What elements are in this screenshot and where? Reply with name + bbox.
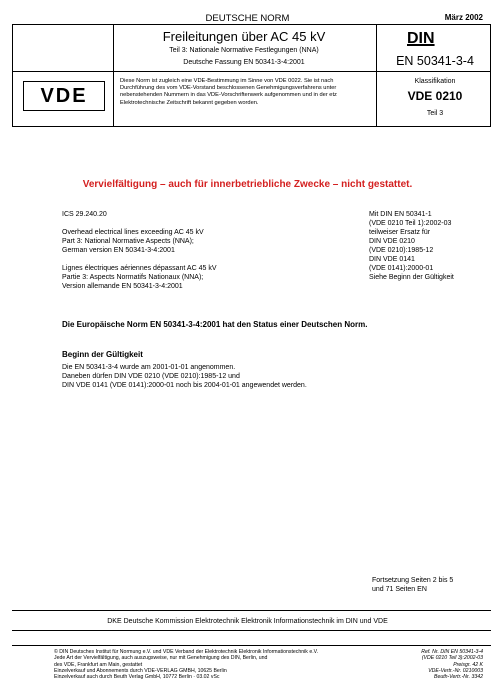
- box-top-rule: [12, 24, 491, 25]
- replacement-line: Mit DIN EN 50341-1: [369, 211, 432, 218]
- copyright-line: © DIN Deutsches Institut für Normung e.V. und VDE Verband der Elektrotechnik Elektronik Informationstechnik e.V.: [54, 649, 319, 655]
- vde-classification-number: VDE 0210: [407, 89, 463, 103]
- document-type-heading: DEUTSCHE NORM: [205, 13, 290, 24]
- replacement-line: (VDE 0210 Teil 1):2002-03: [369, 220, 452, 227]
- issue-date: März 2002: [444, 13, 483, 22]
- french-title-line: Version allemande EN 50341-3-4:2001: [62, 283, 183, 290]
- status-statement: Die Europäische Norm EN 50341-3-4:2001 hat den Status einer Deutschen Norm.: [62, 320, 368, 329]
- classification-part: Teil 3: [426, 110, 444, 117]
- box-middle-rule: [12, 71, 491, 72]
- dke-commission: DKE Deutsche Kommission Elektrotechnik Elektronik Informationstechnik im DIN und VDE: [107, 618, 388, 625]
- dke-bottom-rule: [12, 630, 491, 631]
- classification-label: Klassifikation: [414, 78, 456, 85]
- din-standard-number: EN 50341-3-4: [396, 54, 474, 68]
- vde-note: [120, 78, 375, 107]
- ics-code: ICS 29.240.20: [62, 211, 107, 218]
- din-logo: DIN: [407, 30, 435, 47]
- english-title-line: Overhead electrical lines exceeding AC 45 kV: [62, 229, 204, 236]
- continuation-line: und 71 Seiten EN: [372, 586, 427, 593]
- continuation-note: [372, 576, 453, 594]
- french-title-line: Partie 3: Aspects Normatifs Nationaux (NNA);: [62, 274, 204, 281]
- reference-line: VDE-Vertr.-Nr. 0210003: [428, 667, 483, 674]
- reference-line: Ref. Nr. DIN EN 50341-3-4: [421, 649, 483, 655]
- dke-top-rule: [12, 610, 491, 611]
- replacement-line: DIN VDE 0210: [369, 238, 415, 245]
- english-title-line: Part 3: National Normative Aspects (NNA);: [62, 238, 194, 245]
- continuation-line: Fortsetzung Seiten 2 bis 5: [372, 577, 454, 584]
- copyright-line: Einzelverkauf und Abonnements durch VDE-VERLAG GMBH, 10625 Berlin: [54, 667, 227, 674]
- replacement-line: teilweiser Ersatz für: [369, 229, 431, 236]
- copyright-line: des VDE, Frankfurt am Main, gestattet: [54, 661, 143, 668]
- replacement-line: Siehe Beginn der Gültigkeit: [369, 274, 454, 281]
- english-title-line: German version EN 50341-3-4:2001: [62, 247, 175, 254]
- box-bottom-rule: [12, 126, 491, 127]
- validity-text: [62, 363, 307, 390]
- vde-logo: VDE: [23, 81, 105, 111]
- validity-line: DIN VDE 0141 (VDE 0141):2000-01 noch bis 2004-01-01 angewendet werden.: [62, 382, 307, 389]
- reference-line: Preisgr. 42 K: [453, 661, 483, 668]
- replacement-line: DIN VDE 0141: [369, 256, 415, 263]
- copy-warning: Vervielfältigung – auch für innerbetriebliche Zwecke – nicht gestattet.: [82, 179, 413, 190]
- footer-rule: [12, 645, 491, 646]
- replacement-info: [369, 210, 454, 282]
- validity-line: Die EN 50341-3-4 wurde am 2001-01-01 angenommen.: [62, 364, 236, 371]
- standard-version: Deutsche Fassung EN 50341-3-4:2001: [183, 59, 305, 66]
- replacement-line: (VDE 0141):2000-01: [369, 265, 434, 272]
- validity-line: Daneben dürfen DIN VDE 0210 (VDE 0210):1985-12 und: [62, 373, 240, 380]
- copyright-line: Jede Art der Vervielfältigung, auch auszugsweise, nur mit Genehmigung des DIN, Berlin, und: [54, 655, 268, 662]
- copyright-line: Einzelverkauf auch durch Beuth Verlag GmbH, 10772 Berlin · 03.02 vSc: [54, 674, 220, 681]
- vde-note-line: Diese Norm ist zugleich eine VDE-Bestimmung im Sinne von VDE 0022. Sie ist nach: [120, 78, 334, 84]
- vde-note-line: Durchführung des vom VDE-Vorstand beschlossenen Genehmigungsverfahrens unter: [120, 85, 337, 92]
- validity-heading: Beginn der Gültigkeit: [62, 350, 143, 359]
- title-translations: [62, 210, 217, 291]
- reference-footer: [421, 649, 483, 680]
- french-title-line: Lignes électriques aériennes dépassant AC 45 kV: [62, 265, 217, 272]
- box-divider-right: [376, 24, 377, 127]
- reference-line: Beuth-Vertr.-Nr. 3342: [433, 674, 483, 681]
- box-left-edge: [12, 24, 13, 127]
- standard-title: Freileitungen über AC 45 kV: [162, 29, 326, 44]
- vde-note-line: nebenstehenden Nummern in das VDE-Vorschriftenwerk aufgenommen und in der etz: [120, 92, 337, 99]
- standard-part-title: Teil 3: Nationale Normative Festlegungen (NNA): [169, 47, 319, 54]
- reference-line: (VDE 0210 Teil 3):2002-03: [421, 655, 483, 662]
- replacement-line: (VDE 0210):1985-12: [369, 247, 434, 254]
- box-right-edge: [490, 24, 491, 127]
- vde-note-line: Elektrotechnische Zeitschrift bekannt gegeben worden.: [120, 99, 259, 106]
- copyright-footer: [54, 649, 318, 680]
